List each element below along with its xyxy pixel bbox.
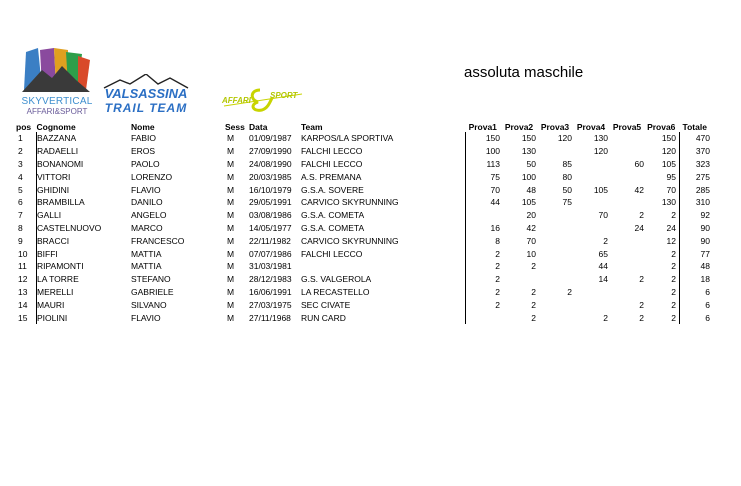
prova6-cell: 130 [661,197,676,208]
nome-cell: STEFANO [131,274,171,285]
table-row [16,222,710,235]
prova2-cell: 42 [526,222,536,233]
prova2-cell: 105 [521,197,536,208]
prova6-cell: 70 [666,184,676,195]
prova1-cell: 75 [466,170,503,183]
prova3-cell [538,145,574,158]
col-totale-header: Totale [682,121,707,132]
totale-cell: 18 [680,273,711,286]
prova2-cell: 2 [531,261,536,272]
cognome-cell: BIFFI [37,247,132,260]
nome-cell: FLAVIO [131,184,161,195]
table-row [16,298,710,311]
data-cell: 20/03/1985 [249,171,292,182]
pos-cell: 3 [18,158,23,169]
prova1-cell [466,209,503,222]
prova5-cell [610,196,646,209]
prova5-cell [610,286,646,299]
prova3-cell [538,311,574,324]
prova2-cell: 2 [531,299,536,310]
prova5-cell [610,234,646,247]
prova4-cell [574,196,610,209]
nome-cell: MATTIA [131,248,162,259]
data-cell: 27/11/1968 [249,312,291,323]
prova6-cell: 2 [671,274,676,285]
ranking-heading: assoluta maschile [464,64,584,81]
totale-cell: 6 [680,298,711,311]
prova6-cell: 150 [661,133,676,144]
affari-text: AFFARI [222,96,251,105]
col-prova6-header: Prova6 [647,121,676,132]
prova2-cell: 100 [521,171,536,182]
sess-cell: M [227,235,235,246]
data-cell: 14/05/1977 [249,222,292,233]
cognome-cell: RIPAMONTI [37,260,132,273]
prova6-cell: 120 [661,146,676,157]
pos-cell: 1 [18,133,23,144]
table-row [16,170,710,183]
prova5-cell: 2 [639,312,644,323]
prova5-cell [610,247,646,260]
prova3-cell [538,298,574,311]
sess-cell: M [227,286,235,297]
sess-cell: M [227,222,235,233]
pos-cell: 9 [18,235,23,246]
sess-cell: M [227,299,235,310]
prova4-cell: 2 [603,235,608,246]
prova5-cell [610,132,646,145]
prova6-cell: 2 [671,299,676,310]
ranking-table [16,121,710,324]
totale-cell: 310 [680,196,711,209]
data-cell: 22/11/1982 [249,235,291,246]
prova4-cell: 70 [598,210,608,221]
prova4-cell [574,286,610,299]
prova1-cell: 70 [466,183,503,196]
prova4-cell [574,222,610,235]
cognome-cell: LA TORRE [37,273,132,286]
prova2-cell: 2 [531,312,536,323]
prova3-cell [538,209,574,222]
cognome-cell: VITTORI [37,170,132,183]
prova1-cell: 44 [466,196,503,209]
prova1-cell: 16 [466,222,503,235]
pos-cell: 15 [18,312,28,323]
totale-cell: 470 [680,132,711,145]
table-row [16,132,710,145]
team-cell: CARVICO SKYRUNNING [301,197,399,208]
nome-cell: LORENZO [131,171,173,182]
nome-cell: MATTIA [131,261,162,272]
prova5-cell [610,170,646,183]
team-cell: KARPOS/LA SPORTIVA [301,133,394,144]
data-cell: 07/07/1986 [249,248,292,259]
prova2-cell: 20 [526,210,536,221]
team-cell: FALCHI LECCO [301,158,363,169]
prova1-cell: 113 [466,158,503,171]
cognome-cell: GALLI [37,209,132,222]
data-cell: 31/03/1981 [249,261,292,272]
col-team-header: Team [301,121,323,132]
prova4-cell: 105 [593,184,608,195]
prova5-cell [610,260,646,273]
affari-sport-logo [220,86,306,112]
prova1-cell: 2 [466,260,503,273]
sess-cell: M [227,146,235,157]
cognome-cell: BONANOMI [37,158,132,171]
data-cell: 27/03/1975 [249,299,292,310]
cognome-cell: MERELLI [37,286,132,299]
sess-cell: M [227,248,235,259]
totale-cell: 48 [680,260,711,273]
nome-cell: MARCO [131,222,163,233]
totale-cell: 275 [680,170,711,183]
col-pos-header: pos [16,121,32,132]
nome-cell: PAOLO [131,158,160,169]
prova1-cell [466,311,503,324]
nome-cell: ANGELO [131,210,167,221]
cognome-cell: CASTELNUOVO [37,222,132,235]
prova3-cell: 50 [562,184,572,195]
prova6-cell: 2 [671,210,676,221]
cognome-cell: BRACCI [37,234,132,247]
prova3-cell [538,222,574,235]
prova1-cell: 2 [466,286,503,299]
prova4-cell [574,158,610,171]
nome-cell: DANILO [131,197,163,208]
prova1-cell: 2 [466,273,503,286]
prova1-cell: 150 [466,132,503,145]
skyvertical-mountain-icon [20,48,94,96]
prova6-cell: 12 [666,235,676,246]
valsassina-trail-team-logo [100,74,192,118]
prova3-cell [538,234,574,247]
skyvertical-text: SKYVERTICAL [21,96,93,107]
prova3-cell: 85 [562,158,572,169]
cognome-cell: MAURI [37,298,132,311]
table-row [16,286,710,299]
nome-cell: FRANCESCO [131,235,185,246]
prova5-cell: 2 [639,299,644,310]
prova1-cell: 100 [466,145,503,158]
prova4-cell: 44 [598,261,608,272]
prova4-cell: 14 [598,274,608,285]
table-row [16,273,710,286]
prova5-cell: 42 [634,184,644,195]
totale-cell: 77 [680,247,711,260]
table-header-row [16,121,710,132]
col-prova4-header: Prova4 [576,121,606,132]
table-body [16,132,710,324]
team-cell: G.S.A. COMETA [301,210,365,221]
data-cell: 28/12/1983 [249,274,292,285]
pos-cell: 10 [18,248,28,259]
sess-cell: M [227,171,235,182]
team-cell: LA RECASTELLO [301,286,370,297]
team-cell: CARVICO SKYRUNNING [301,235,399,246]
sess-cell: M [227,210,235,221]
prova2-cell: 10 [526,248,536,259]
pos-cell: 7 [18,210,23,221]
nome-cell: GABRIELE [131,286,174,297]
pos-cell: 12 [18,274,28,285]
skyvertical-logo [20,48,94,118]
sess-cell: M [227,312,235,323]
prova3-cell: 120 [557,133,572,144]
totale-cell: 90 [680,234,711,247]
prova6-cell: 105 [661,158,676,169]
nome-cell: FLAVIO [131,312,161,323]
prova2-cell: 70 [526,235,536,246]
pos-cell: 2 [18,146,23,157]
table-row [16,158,710,171]
data-cell: 16/06/1991 [249,286,292,297]
sess-cell: M [227,274,235,285]
data-cell: 03/08/1986 [249,210,292,221]
pos-cell: 6 [18,197,23,208]
data-cell: 01/09/1987 [249,133,292,144]
table-row [16,247,710,260]
totale-cell: 285 [680,183,711,196]
prova1-cell: 8 [466,234,503,247]
cognome-cell: GHIDINI [37,183,132,196]
col-prova2-header: Prova2 [504,121,534,132]
col-prova5-header: Prova5 [612,121,642,132]
prova2-cell [502,273,538,286]
sess-cell: M [227,133,235,144]
prova6-cell: 2 [671,312,676,323]
cognome-cell: PIOLINI [37,311,132,324]
table-row [16,183,710,196]
cognome-cell: BAZZANA [37,132,132,145]
prova2-cell: 2 [531,286,536,297]
sport-text: SPORT [270,91,298,100]
pos-cell: 13 [18,286,28,297]
data-cell: 27/09/1990 [249,146,292,157]
cognome-cell: RADAELLI [37,145,132,158]
data-cell: 16/10/1979 [249,184,292,195]
team-cell: FALCHI LECCO [301,146,363,157]
trail-team-text: TRAIL TEAM [104,101,188,115]
pos-cell: 14 [18,299,28,310]
col-sess-header: Sess [225,121,245,132]
prova5-cell: 2 [639,274,644,285]
team-cell: FALCHI LECCO [301,248,363,259]
prova3-cell: 2 [567,286,572,297]
totale-cell: 323 [680,158,711,171]
prova4-cell: 120 [593,146,608,157]
team-cell: A.S. PREMANA [301,171,362,182]
nome-cell: EROS [131,146,156,157]
table-row [16,260,710,273]
team-cell: SEC CIVATE [301,299,351,310]
prova2-cell: 130 [521,146,536,157]
prova3-cell: 75 [562,197,572,208]
valsassina-text: VALSASSINA [104,86,188,101]
col-prova3-header: Prova3 [540,121,570,132]
prova4-cell: 65 [598,248,608,259]
prova3-cell [538,247,574,260]
prova4-cell: 130 [593,133,608,144]
table-row [16,196,710,209]
prova5-cell: 24 [634,222,644,233]
cognome-cell: BRAMBILLA [37,196,132,209]
sess-cell: M [227,197,235,208]
pos-cell: 8 [18,222,23,233]
totale-cell: 6 [680,311,711,324]
affari-sport-text: AFFARI&SPORT [26,107,88,116]
team-cell: RUN CARD [301,312,346,323]
team-cell: G.S. VALGEROLA [301,274,372,285]
sess-cell: M [227,184,235,195]
prova2-cell: 150 [521,133,536,144]
col-cognome-header: Cognome [36,121,76,132]
table-row [16,311,710,324]
prova3-cell [538,260,574,273]
prova6-cell: 95 [666,171,676,182]
totale-cell: 90 [680,222,711,235]
sess-cell: M [227,158,235,169]
col-prova1-header: Prova1 [468,121,497,132]
nome-cell: SILVANO [131,299,167,310]
team-cell: G.S.A. SOVERE [301,184,364,195]
col-nome-header: Nome [131,121,155,132]
prova3-cell: 80 [562,171,572,182]
totale-cell: 92 [680,209,711,222]
prova5-cell [610,145,646,158]
sess-cell: M [227,261,235,272]
col-data-header: Data [249,121,268,132]
prova1-cell: 2 [466,298,503,311]
team-cell: G.S.A. COMETA [301,222,365,233]
data-cell: 24/08/1990 [249,158,292,169]
prova4-cell [574,298,610,311]
team-cell [301,260,466,273]
table-row [16,145,710,158]
totale-cell: 6 [680,286,711,299]
prova6-cell: 2 [671,286,676,297]
table-row [16,234,710,247]
pos-cell: 11 [18,261,27,272]
nome-cell: FABIO [131,133,157,144]
totale-cell: 370 [680,145,711,158]
prova5-cell: 60 [634,158,644,169]
prova6-cell: 2 [671,248,676,259]
pos-cell: 5 [18,184,23,195]
prova2-cell: 48 [526,184,536,195]
prova1-cell: 2 [466,247,503,260]
pos-cell: 4 [18,171,23,182]
prova6-cell: 24 [666,222,676,233]
prova6-cell: 2 [671,261,676,272]
prova3-cell [538,273,574,286]
prova2-cell: 50 [526,158,536,169]
table-row [16,209,710,222]
prova5-cell: 2 [639,210,644,221]
prova4-cell: 2 [603,312,608,323]
prova4-cell [574,170,610,183]
data-cell: 29/05/1991 [249,197,292,208]
